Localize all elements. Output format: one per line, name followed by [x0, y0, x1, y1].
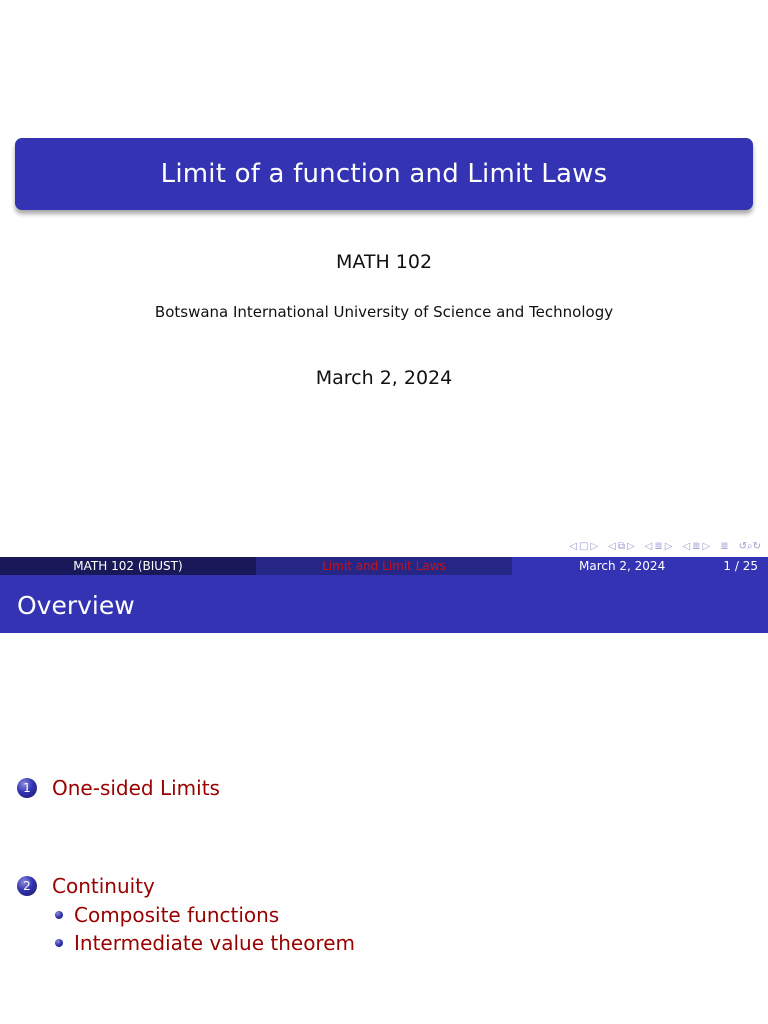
toc-subsection-1[interactable] — [55, 903, 279, 927]
section-icon[interactable]: ≣ — [654, 540, 663, 552]
subframe-icon[interactable]: ⧉ — [617, 540, 625, 552]
subframe-next-icon[interactable]: ▷ — [626, 540, 635, 552]
toc-section-1[interactable] — [17, 776, 220, 800]
bullet-icon — [55, 939, 63, 947]
section-prev-icon[interactable]: ◁ — [644, 540, 653, 552]
toc-section-label[interactable]: Continuity — [52, 874, 155, 898]
document-icon[interactable]: ≣ — [720, 540, 729, 552]
footer-page-number: 1 / 25 — [723, 559, 758, 573]
subframe-prev-icon[interactable]: ◁ — [608, 540, 616, 552]
section-next-icon[interactable]: ▷ — [664, 540, 673, 552]
footer-date: March 2, 2024 — [579, 559, 666, 573]
section-number-ball: 2 — [17, 876, 37, 896]
search-icon[interactable]: ↺⌕↻ — [738, 540, 761, 552]
subsection-icon[interactable]: ≣ — [692, 540, 701, 552]
frame-prev-icon[interactable]: ◁ — [569, 540, 577, 552]
section-number-ball: 1 — [17, 778, 37, 798]
toc-subsection-label[interactable]: Intermediate value theorem — [74, 931, 356, 955]
title-box — [15, 138, 753, 210]
presentation-title: Limit of a function and Limit Laws — [160, 159, 608, 189]
toc-subsection-label[interactable]: Composite functions — [74, 903, 280, 927]
beamer-navigation — [569, 539, 761, 553]
footer-short-title: Limit and Limit Laws — [256, 557, 512, 575]
institute: Botswana International University of Science and Technology — [154, 303, 614, 321]
subsection-next-icon[interactable]: ▷ — [702, 540, 711, 552]
frame-title: Overview — [17, 591, 135, 620]
toc-section-label[interactable]: One-sided Limits — [52, 776, 220, 800]
frame-icon[interactable]: □ — [578, 540, 589, 552]
footer-author: MATH 102 (BIUST) — [0, 557, 256, 575]
frame-title-bar — [0, 575, 768, 633]
presentation-date: March 2, 2024 — [315, 367, 453, 389]
footer-date-page — [512, 557, 768, 575]
slide-footer — [0, 557, 768, 575]
toc-section-2[interactable] — [17, 874, 155, 898]
frame-next-icon[interactable]: ▷ — [590, 540, 599, 552]
bullet-icon — [55, 911, 63, 919]
subsection-prev-icon[interactable]: ◁ — [682, 540, 691, 552]
toc-subsection-2[interactable] — [55, 931, 355, 955]
author: MATH 102 — [335, 251, 433, 273]
